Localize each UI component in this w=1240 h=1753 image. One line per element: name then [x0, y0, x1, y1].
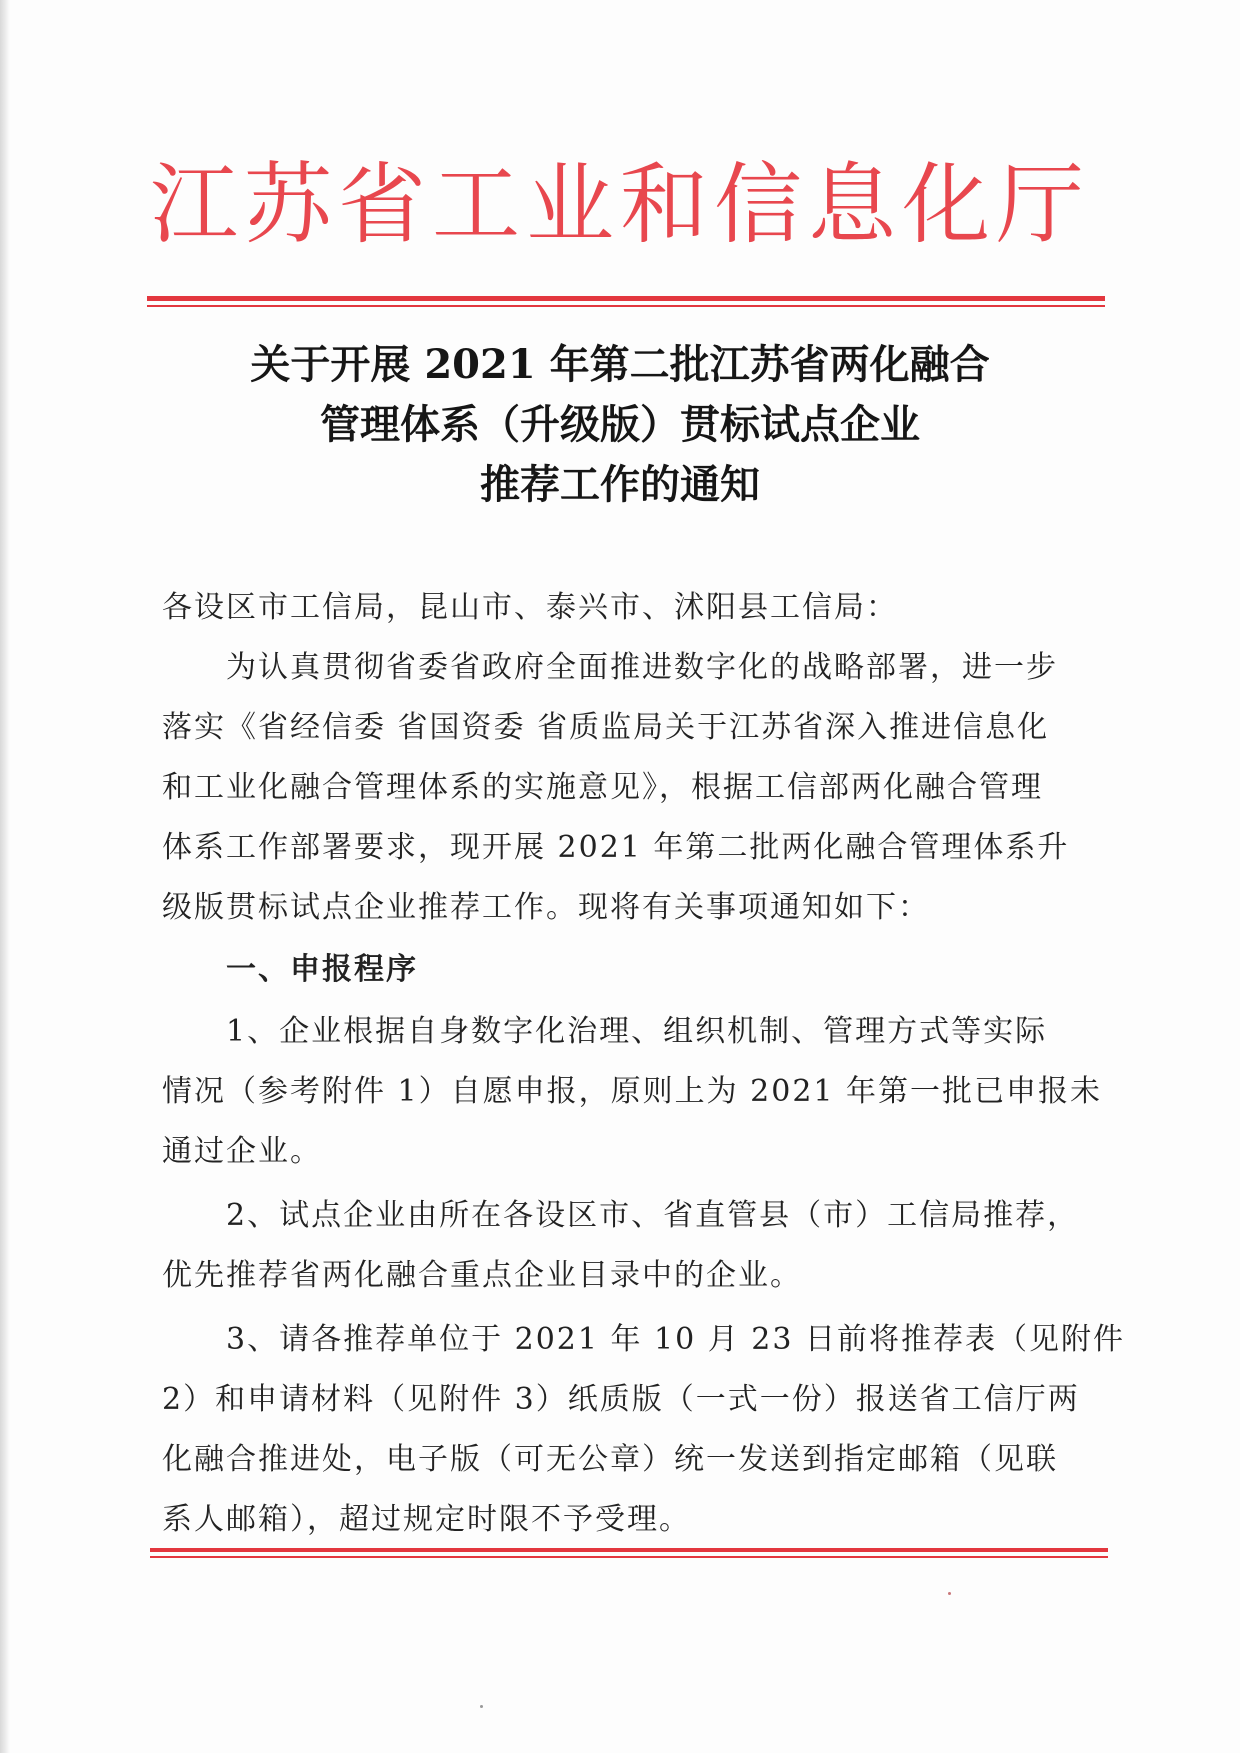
agency-letterhead-title: 江苏省工业和信息化厅 [150, 153, 1091, 256]
scan-edge-shadow [0, 0, 10, 1753]
addressee-line: 各设区市工信局，昆山市、泰兴市、沭阳县工信局： [162, 590, 898, 625]
section-1-heading: 一、申报程序 [226, 952, 418, 987]
intro-line-3: 和工业化融合管理体系的实施意见》，根据工信部两化融合管理 [162, 770, 1043, 805]
footer-rule-thin [150, 1556, 1108, 1558]
item-1-line-2: 情况（参考附件 1）自愿申报，原则上为 2021 年第一批已申报未 [162, 1074, 1103, 1109]
letterhead-rule-thin [147, 305, 1105, 307]
item-3-line-2: 2）和申请材料（见附件 3）纸质版（一式一份）报送省工信厅两 [162, 1382, 1080, 1417]
item-3-line-4: 系人邮箱），超过规定时限不予受理。 [162, 1502, 691, 1537]
item-3-line-3: 化融合推进处，电子版（可无公章）统一发送到指定邮箱（见联 [162, 1442, 1058, 1477]
footer-rule-thick [150, 1548, 1108, 1552]
notice-title-line-2: 管理体系（升级版）贯标试点企业 [320, 401, 920, 448]
intro-line-2: 落实《省经信委 省国资委 省质监局关于江苏省深入推进信息化 [162, 710, 1050, 745]
scan-speck [948, 1592, 951, 1595]
letterhead-rule-thick [147, 296, 1105, 301]
notice-title-line-3: 推荐工作的通知 [480, 461, 760, 508]
intro-line-1: 为认真贯彻省委省政府全面推进数字化的战略部署，进一步 [226, 650, 1058, 685]
notice-title-line-1: 关于开展 2021 年第二批江苏省两化融合 [250, 341, 990, 388]
notice-title [150, 335, 1090, 515]
item-2-line-2: 优先推荐省两化融合重点企业目录中的企业。 [162, 1258, 802, 1293]
intro-line-5: 级版贯标试点企业推荐工作。现将有关事项通知如下： [162, 890, 930, 925]
scan-speck [480, 1705, 483, 1708]
item-1-line-3: 通过企业。 [162, 1134, 322, 1169]
item-2-line-1: 2、试点企业由所在各设区市、省直管县（市）工信局推荐， [226, 1198, 1080, 1233]
item-1-line-1: 1、企业根据自身数字化治理、组织机制、管理方式等实际 [226, 1014, 1048, 1049]
item-3-line-1: 3、请各推荐单位于 2021 年 10 月 23 日前将推荐表（见附件 [226, 1322, 1125, 1357]
intro-line-4: 体系工作部署要求，现开展 2021 年第二批两化融合管理体系升 [162, 830, 1070, 865]
